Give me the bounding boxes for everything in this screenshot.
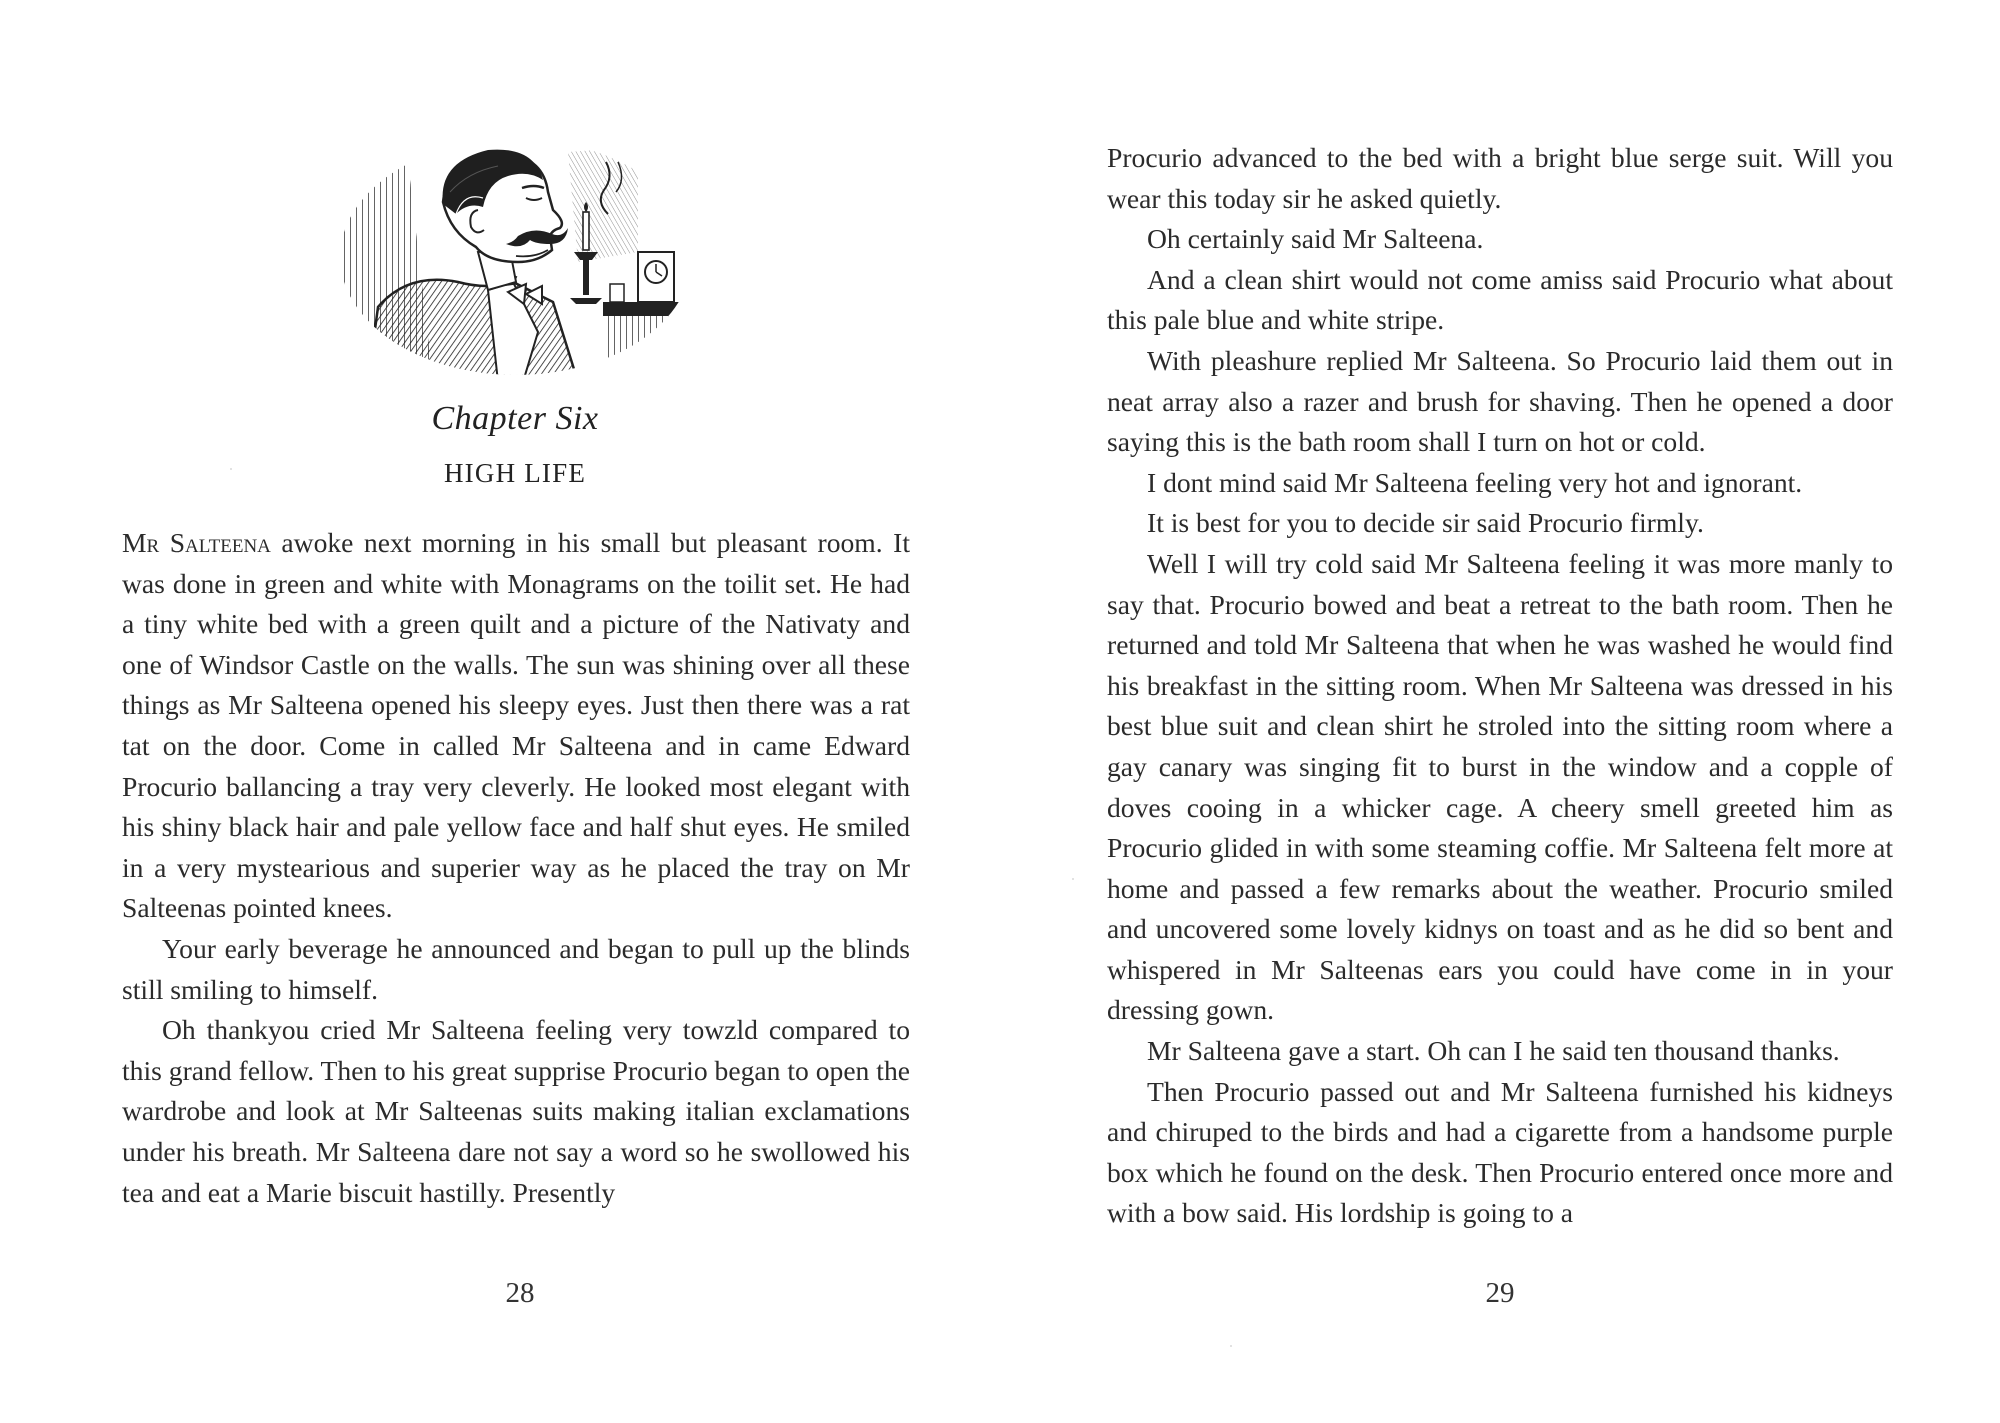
paragraph: I dont mind said Mr Salteena feeling very hot and ignorant. <box>1147 466 1803 498</box>
left-page-text <box>122 523 910 1213</box>
mr-salteena-portrait-icon <box>338 132 694 382</box>
paragraph-continued: Procurio advanced to the bed with a bright blue serge suit. Will you wear this today sir he asked quietly. <box>1107 142 1893 214</box>
paragraph-text: awoke next morning in his small but pleasant room. It was done in green and white with Monagrams on the toilit set. He had a tiny white bed with a green quilt and a picture of the Nativaty and one of Windsor Castle on the walls. The sun was shining over all these things as Mr Salteena opened his sleepy eyes. Just then there was a rat tat on the door. Come in called Mr Salteena and in came Edward Procurio ballancing a tray very cleverly. He looked most elegant with his shiny black hair and pale yellow face and half shut eyes. He smiled in a very mystearious and superier way as he placed the tray on Mr Salteenas pointed knees. <box>122 527 911 924</box>
paragraph: Oh certainly said Mr Salteena. <box>1147 223 1484 255</box>
right-page-text <box>1107 138 1893 1234</box>
paragraph: Oh thankyou cried Mr Salteena feeling very towzld compared to this grand fellow. Then to his great supprise Procurio began to open the wardrobe and look at Mr Salteenas suits making italian exclamations under his breath. Mr Salteena dare not say a word so he swollowed his tea and eat a Marie biscuit hastilly. Presently <box>122 1014 910 1208</box>
paper-speck <box>230 468 232 470</box>
paper-speck <box>1230 1345 1232 1347</box>
paragraph: With pleashure replied Mr Salteena. So Procurio laid them out in neat array also a razer and brush for shaving. Then he opened a door saying this is the bath room shall I turn on hot or cold. <box>1107 344 1893 458</box>
page-number: 28 <box>505 1277 535 1309</box>
chapter-title: HIGH LIFE <box>443 458 587 488</box>
paragraph: It is best for you to decide sir said Procurio firmly. <box>1147 507 1704 539</box>
page-number: 29 <box>1485 1277 1515 1309</box>
chapter-label: Chapter Six <box>431 400 599 437</box>
paragraph: Then Procurio passed out and Mr Salteena furnished his kidneys and chiruped to the birds and had a cigarette from a handsome purple box which he found on the desk. Then Procurio entered once more and with a bow said. His lordship is going to a <box>1107 1075 1893 1229</box>
paper-speck <box>1072 878 1074 880</box>
paragraph: And a clean shirt would not come amiss said Procurio what about this pale blue and white stripe. <box>1107 263 1893 336</box>
paragraph <box>122 523 910 929</box>
paragraph-lead-smallcaps: Mr Salteena <box>122 527 271 558</box>
paragraph: Mr Salteena gave a start. Oh can I he said ten thousand thanks. <box>1147 1035 1840 1067</box>
paragraph: Your early beverage he announced and began to pull up the blinds still smiling to himself. <box>122 932 910 1005</box>
right-page <box>1000 0 2000 1423</box>
paragraph: Well I will try cold said Mr Salteena feeling it was more manly to say that. Procurio bowed and beat a retreat to the bath room. Then he returned and told Mr Salteena that when he was washed he would find his breakfast in the sitting room. When Mr Salteena was dressed in his best blue suit and clean shirt he stroled into the sitting room where a gay canary was singing fit to burst in the window and a copple of doves cooing in a whicker cage. A cheery smell greeted him as Procurio glided in with some steaming coffie. Mr Salteena felt more at home and passed a few remarks about the weather. Procurio smiled and uncovered some lovely kidnys on toast and as he did so bent and whispered in Mr Salteenas ears you could have come in in your dressing gown. <box>1107 547 1893 1026</box>
